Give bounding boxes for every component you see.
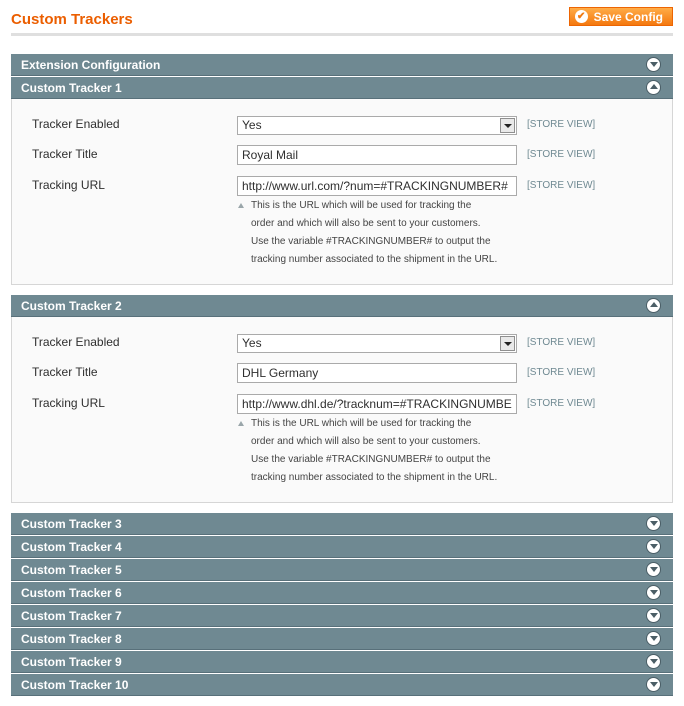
section-label: Custom Tracker 4 [21, 540, 122, 554]
tracker-title-input[interactable] [237, 363, 517, 383]
note-arrow-icon [238, 203, 244, 208]
tracker-enabled-label: Tracker Enabled [32, 335, 120, 349]
chevron-down-icon[interactable] [646, 585, 661, 600]
note-line: tracking number associated to the shipment in the URL. [251, 254, 498, 265]
note-line: Use the variable #TRACKINGNUMBER# to output the [251, 454, 491, 465]
dropdown-arrow-icon[interactable] [500, 118, 515, 133]
save-config-button[interactable] [569, 7, 673, 26]
chevron-down-icon[interactable] [646, 516, 661, 531]
chevron-down-icon[interactable] [646, 539, 661, 554]
scope-label: [STORE VIEW] [527, 180, 596, 191]
tracker-enabled-select[interactable] [237, 334, 517, 353]
header-divider [11, 33, 673, 36]
section-extension-configuration[interactable] [11, 54, 673, 76]
section-custom-tracker-7[interactable] [11, 605, 673, 627]
scope-label: [STORE VIEW] [527, 337, 596, 348]
section-custom-tracker-10[interactable] [11, 674, 673, 696]
scope-label: [STORE VIEW] [527, 149, 596, 160]
chevron-down-icon[interactable] [646, 677, 661, 692]
section-label: Custom Tracker 10 [21, 678, 129, 692]
tracker-enabled-select[interactable] [237, 116, 517, 135]
section-custom-tracker-2[interactable] [11, 295, 673, 317]
chevron-down-icon[interactable] [646, 57, 661, 72]
chevron-down-icon[interactable] [646, 631, 661, 646]
tracking-url-note [238, 415, 528, 487]
section-label: Custom Tracker 3 [21, 517, 122, 531]
tracker-2-fieldset [11, 317, 673, 503]
scope-label: [STORE VIEW] [527, 119, 596, 130]
note-line: order and which will also be sent to your customers. [251, 436, 481, 447]
tracker-1-fieldset [11, 99, 673, 285]
section-custom-tracker-5[interactable] [11, 559, 673, 581]
tracking-url-note [238, 197, 528, 269]
section-label: Extension Configuration [21, 58, 161, 72]
note-line: This is the URL which will be used for tracking the [251, 418, 472, 429]
chevron-down-icon[interactable] [646, 562, 661, 577]
chevron-up-icon[interactable] [646, 298, 661, 313]
note-line: tracking number associated to the shipment in the URL. [251, 472, 498, 483]
page-title: Custom Trackers [11, 11, 133, 28]
section-custom-tracker-1[interactable] [11, 77, 673, 99]
dropdown-arrow-icon[interactable] [500, 336, 515, 351]
tracking-url-input[interactable] [237, 176, 517, 196]
tracker-enabled-value: Yes [242, 118, 262, 132]
tracking-url-input[interactable] [237, 394, 517, 414]
section-label: Custom Tracker 6 [21, 586, 122, 600]
section-label: Custom Tracker 9 [21, 655, 122, 669]
tracker-enabled-label: Tracker Enabled [32, 117, 120, 131]
section-label: Custom Tracker 8 [21, 632, 122, 646]
section-label: Custom Tracker 1 [21, 81, 122, 95]
tracker-title-label: Tracker Title [32, 147, 98, 161]
scope-label: [STORE VIEW] [527, 367, 596, 378]
section-label: Custom Tracker 7 [21, 609, 122, 623]
section-custom-tracker-9[interactable] [11, 651, 673, 673]
note-arrow-icon [238, 421, 244, 426]
save-config-label: Save Config [593, 9, 663, 24]
check-circle-icon: ✔ [575, 10, 588, 23]
tracker-enabled-value: Yes [242, 336, 262, 350]
section-custom-tracker-4[interactable] [11, 536, 673, 558]
chevron-down-icon[interactable] [646, 654, 661, 669]
section-custom-tracker-6[interactable] [11, 582, 673, 604]
section-label: Custom Tracker 2 [21, 299, 122, 313]
chevron-down-icon[interactable] [646, 608, 661, 623]
tracking-url-label: Tracking URL [32, 396, 105, 410]
section-label: Custom Tracker 5 [21, 563, 122, 577]
scope-label: [STORE VIEW] [527, 398, 596, 409]
tracking-url-label: Tracking URL [32, 178, 105, 192]
section-custom-tracker-3[interactable] [11, 513, 673, 535]
note-line: This is the URL which will be used for tracking the [251, 200, 472, 211]
note-line: Use the variable #TRACKINGNUMBER# to output the [251, 236, 491, 247]
note-line: order and which will also be sent to your customers. [251, 218, 481, 229]
page-header [11, 6, 673, 36]
section-custom-tracker-8[interactable] [11, 628, 673, 650]
tracker-title-label: Tracker Title [32, 365, 98, 379]
tracker-title-input[interactable] [237, 145, 517, 165]
chevron-up-icon[interactable] [646, 80, 661, 95]
